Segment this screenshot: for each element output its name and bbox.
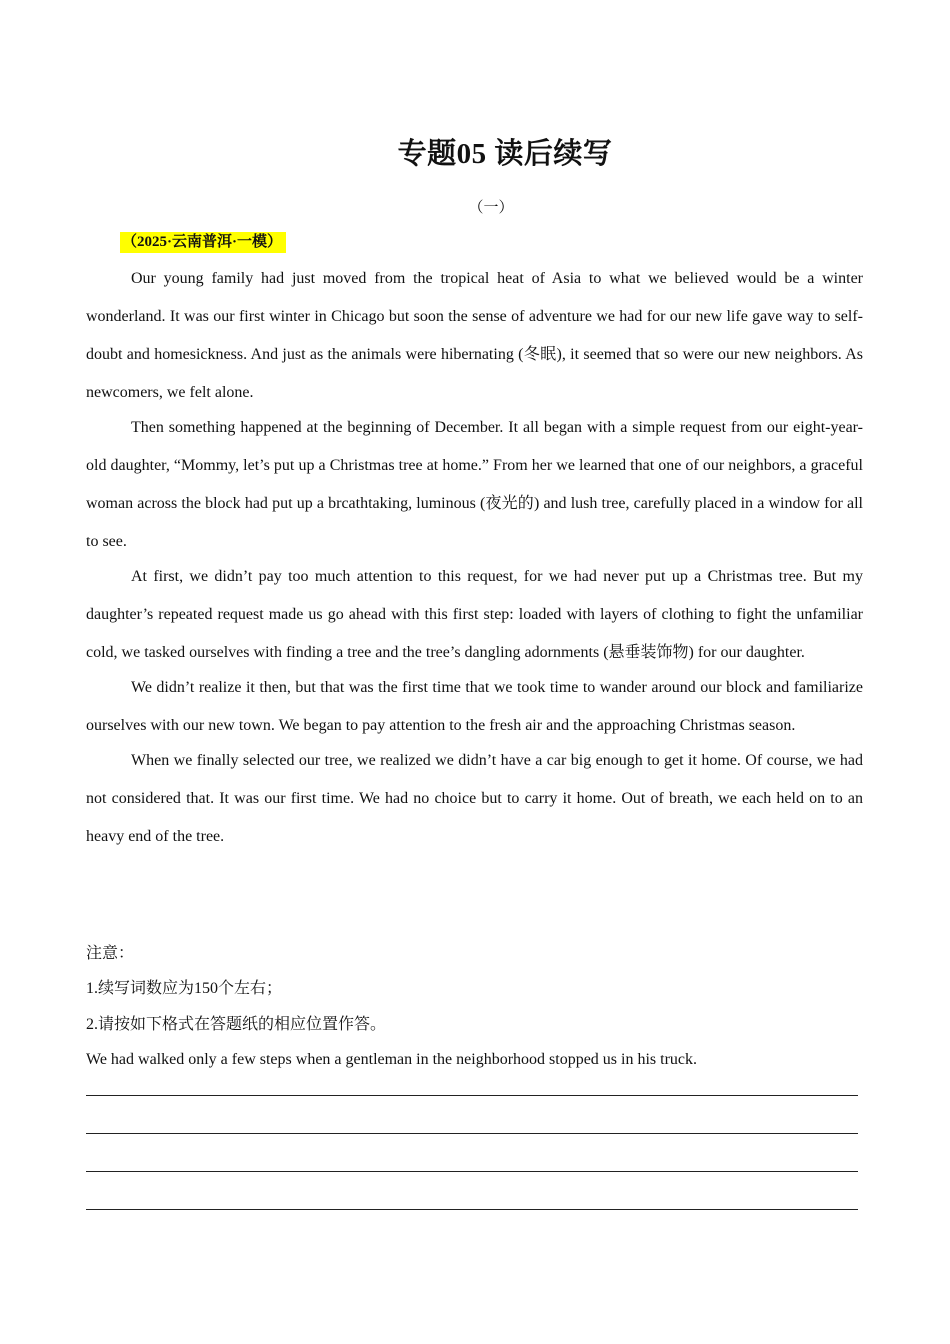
section-subtitle: （一） — [468, 200, 514, 216]
source-highlight-tag: （2025·云南普洱·一模） — [120, 232, 286, 253]
answer-line[interactable] — [86, 1096, 858, 1134]
passage-paragraph-5: When we finally selected our tree, we realized we didn’t have a car big enough to get it home. Of course, we had not considered that. It was our first time. We had no choice but to carry it home. Out of breath, we each held on to an heavy end of the tree. — [86, 752, 863, 845]
answer-lines — [86, 1080, 858, 1210]
answer-line[interactable] — [86, 1134, 858, 1172]
answer-line[interactable] — [86, 1080, 858, 1096]
notes-heading: 注意： — [86, 945, 135, 962]
passage-paragraph-1: Our young family had just moved from the tropical heat of Asia to what we believed would be a winter wonderland. It was our first winter in Chicago but soon the sense of adventure we had for our new life gave way to self-doubt and homesickness. And just as the animals were hibernating (冬眠), it seemed that so were our new neighbors. As newcomers, we felt alone. — [86, 270, 863, 401]
page-title: 专题05 读后续写 — [397, 138, 613, 170]
continuation-prompt: We had walked only a few steps when a gentleman in the neighborhood stopped us in his truck. — [86, 1050, 698, 1068]
note-item-1: 1.续写词数应为150个左右； — [86, 980, 283, 998]
passage-paragraph-2: Then something happened at the beginning of December. It all began with a simple request from our eight-year-old daughter, “Mommy, let’s put up a Christmas tree at home.” From her we learned that one of our neighbors, a graceful woman across the block had put up a brcathtaking, luminous (夜光的) and lush tree, carefully placed in a window for all to see. — [86, 419, 863, 550]
passage-paragraph-3: At first, we didn’t pay too much attention to this request, for we had never put up a Christmas tree. But my daughter’s repeated request made us go ahead with this first step: loaded with layers of clothing to fight the unfamiliar cold, we tasked ourselves with finding a tree and the tree’s dangling adornments (悬垂装饰物) for our daughter. — [86, 568, 863, 661]
note-item-2: 2.请按如下格式在答题纸的相应位置作答。 — [86, 1015, 387, 1033]
notes-section — [86, 936, 876, 1077]
passage-body — [86, 260, 863, 856]
passage-paragraph-4: We didn’t realize it then, but that was the first time that we took time to wander around our block and familiarize ourselves with our new town. We began to pay attention to the fresh air and the approaching Christmas season. — [86, 679, 863, 734]
answer-line[interactable] — [86, 1172, 858, 1210]
